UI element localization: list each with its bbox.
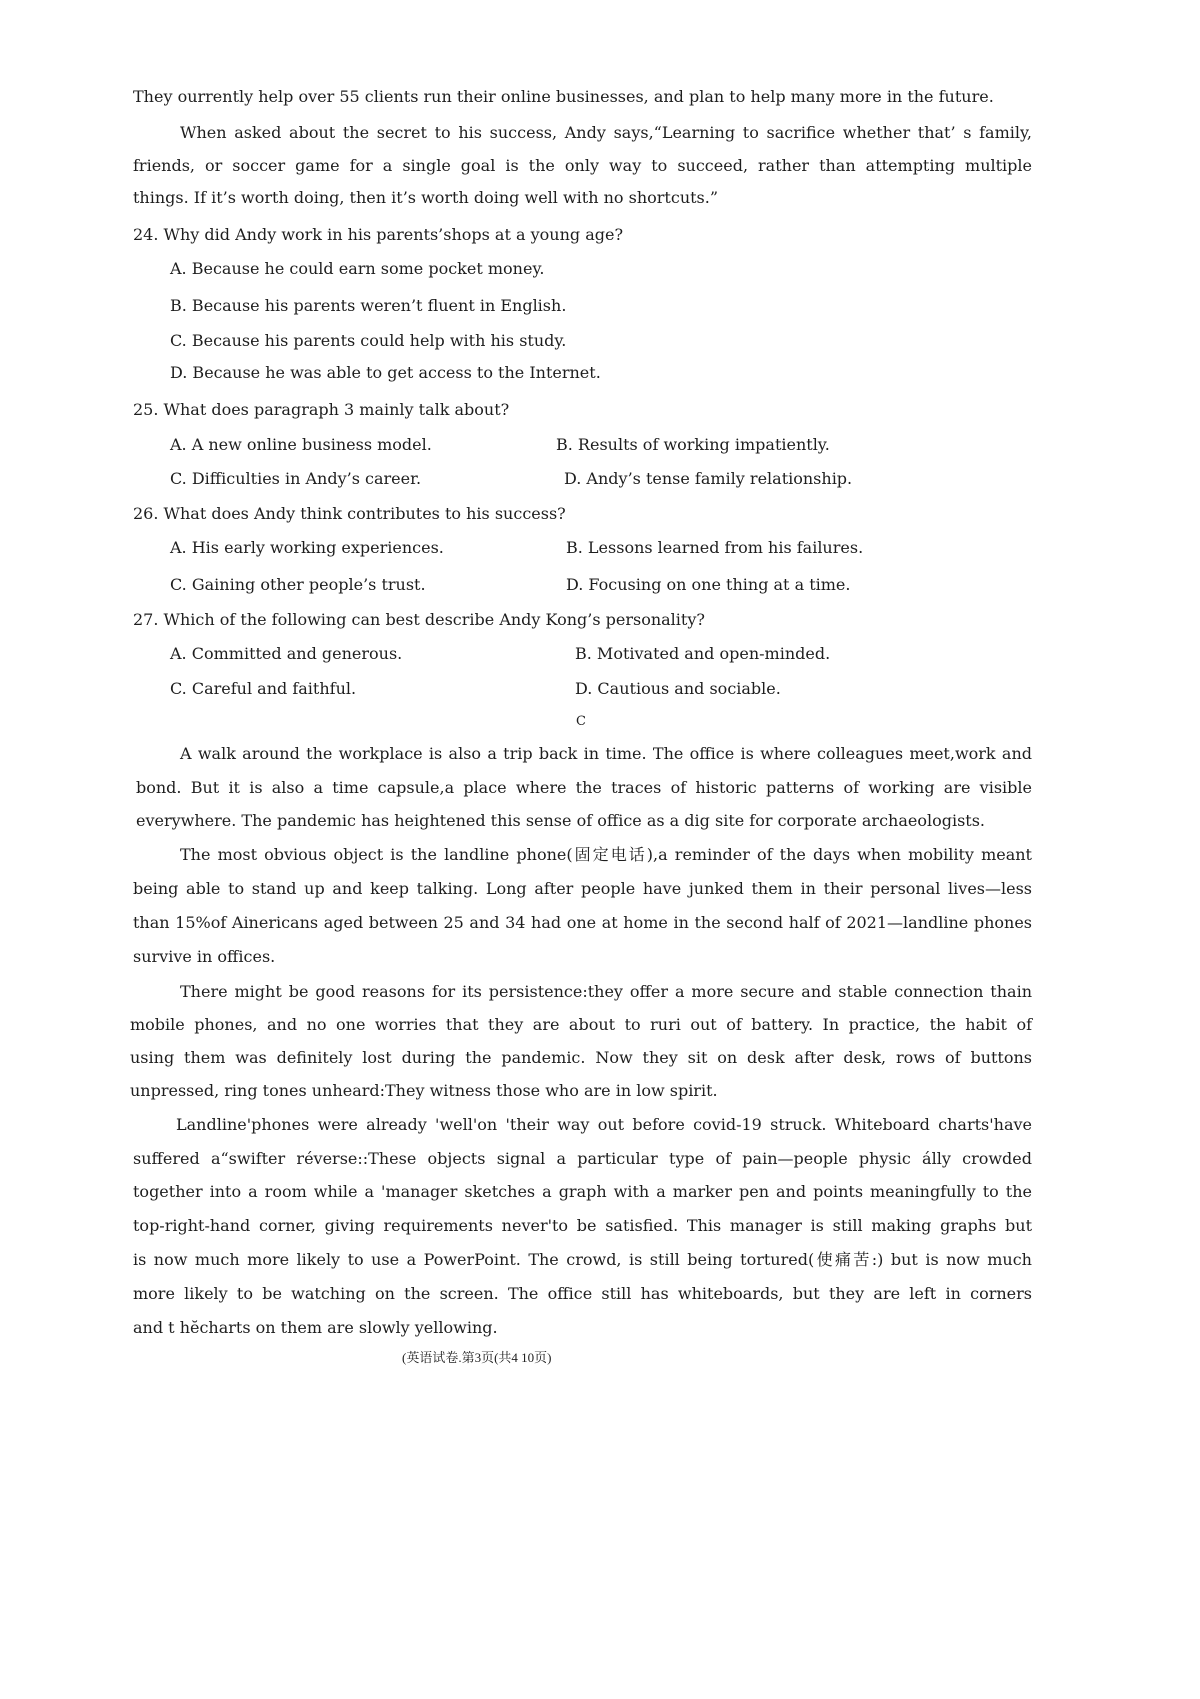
option-25-a: A. A new online business model. [170, 435, 432, 454]
passage-line: The most obvious object is the landline phone(固定电话),a reminder of the days when mobility meant [180, 845, 1032, 864]
question-stem-24: 24. Why did Andy work in his parents’shops at a young age? [133, 225, 624, 244]
passage-line: There might be good reasons for its persistence:they offer a more secure and stable connection thain [180, 982, 1032, 1001]
option-25-d: D. Andy’s tense family relationship. [564, 469, 853, 488]
passage-line: and t hĕcharts on them are slowly yellowing. [133, 1318, 498, 1337]
option-27-d: D. Cautious and sociable. [575, 679, 781, 698]
passage-line: mobile phones, and no one worries that they are about to ruri out of battery. In practice, the habit of [130, 1015, 1032, 1034]
passage-line: things. If it’s worth doing, then it’s worth doing well with no shortcuts.” [133, 188, 719, 207]
option-24-b: B. Because his parents weren’t fluent in English. [170, 296, 567, 315]
passage-line: survive in offices. [133, 947, 276, 966]
option-26-c: C. Gaining other people’s trust. [170, 575, 426, 594]
option-27-a: A. Committed and generous. [170, 644, 403, 663]
page-footer: (英语试卷.第3页(共4 10页) [402, 1350, 552, 1365]
passage-line: together into a room while a 'manager sketches a graph with a marker pen and points meaningfully to the [133, 1182, 1032, 1201]
option-25-b: B. Results of working impatiently. [556, 435, 830, 454]
passage-line: Landline'phones were already 'well'on 'their way out before covid-19 struck. Whiteboard charts'have [176, 1115, 1032, 1134]
passage-line: more likely to be watching on the screen. The office still has whiteboards, but they are left in corners [133, 1284, 1032, 1303]
passage-line: bond. But it is also a time capsule,a place where the traces of historic patterns of working are visible [136, 778, 1032, 797]
passage-line: being able to stand up and keep talking. Long after people have junked them in their personal lives—less [133, 879, 1032, 898]
section-label: C [576, 714, 586, 729]
passage-line: A walk around the workplace is also a trip back in time. The office is where colleagues meet,work and [180, 744, 1032, 763]
passage-line: than 15%of Ainericans aged between 25 and 34 had one at home in the second half of 2021—landline phones [133, 913, 1032, 932]
option-25-c: C. Difficulties in Andy’s career. [170, 469, 422, 488]
option-24-d: D. Because he was able to get access to the Internet. [170, 363, 601, 382]
passage-line: is now much more likely to use a PowerPoint. The crowd, is still being tortured(使痛苦:) but is now much [133, 1250, 1032, 1269]
passage-line: using them was definitely lost during the pandemic. Now they sit on desk after desk, rows of buttons [130, 1048, 1032, 1067]
passage-line: friends, or soccer game for a single goal is the only way to succeed, rather than attempting multiple [133, 156, 1032, 175]
option-24-c: C. Because his parents could help with his study. [170, 331, 567, 350]
question-stem-26: 26. What does Andy think contributes to his success? [133, 504, 566, 523]
option-26-d: D. Focusing on one thing at a time. [566, 575, 851, 594]
passage-line: They ourrently help over 55 clients run their online businesses, and plan to help many more in the future. [133, 87, 994, 106]
passage-line: top-right-hand corner, giving requirements never'to be satisfied. This manager is still making graphs but [133, 1216, 1032, 1235]
passage-line: everywhere. The pandemic has heightened this sense of office as a dig site for corporate archaeologists. [136, 811, 986, 830]
option-26-b: B. Lessons learned from his failures. [566, 538, 864, 557]
option-27-b: B. Motivated and open-minded. [575, 644, 831, 663]
question-stem-27: 27. Which of the following can best describe Andy Kong’s personality? [133, 610, 705, 629]
option-27-c: C. Careful and faithful. [170, 679, 357, 698]
passage-line: suffered a“swifter réverse::These objects signal a particular type of pain—people physic álly crowded [133, 1149, 1032, 1168]
option-24-a: A. Because he could earn some pocket money. [170, 259, 545, 278]
passage-line: unpressed, ring tones unheard:They witness those who are in low spirit. [130, 1081, 718, 1100]
question-stem-25: 25. What does paragraph 3 mainly talk about? [133, 400, 510, 419]
option-26-a: A. His early working experiences. [170, 538, 444, 557]
passage-line: When asked about the secret to his success, Andy says,“Learning to sacrifice whether that’ s family, [180, 123, 1032, 142]
